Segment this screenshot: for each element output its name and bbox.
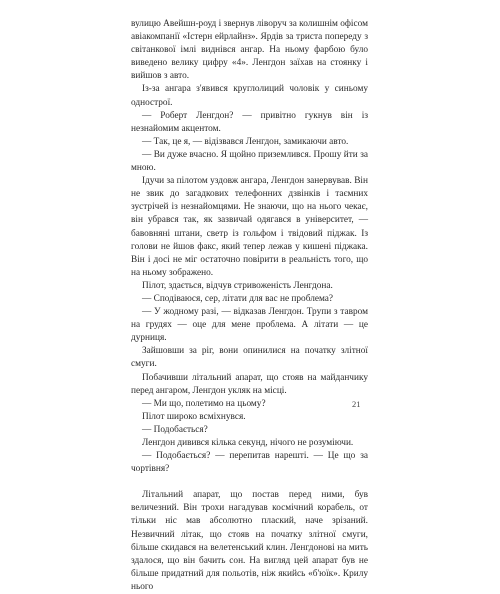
paragraph-11: Побачивши літальний апарат, що стояв на майданчику перед ангаром, Ленгдон укляк на місці. xyxy=(131,372,368,396)
paragraph-13: Пілот широко всміхнувся. xyxy=(142,411,246,422)
body-text xyxy=(131,18,368,594)
paragraph-6: Ідучи за пілотом уздовж ангара, Ленгдон занервував. Він не звик до загадкових телефонних дзвінків і таємних зустрічей із незнайомцями. Не знаючи, що на нього чекає, він убрався так, як зазвичай одягався в університет, — бавовняні штани, светр із гольфом і твідовий піджак. Із голови не йшов факс, який тепер лежав у кишені піджака. Він і досі не міг остаточно повірити в реальність того, що на ньому зображено. xyxy=(131,176,368,278)
paragraph-14: — Подобається? xyxy=(142,424,208,435)
paragraph-4: — Так, це я, — відізвався Ленгдон, замикаючи авто. xyxy=(142,136,349,147)
paragraph-5: — Ви дуже вчасно. Я щойно приземлився. Прошу йти за мною. xyxy=(131,149,368,174)
paragraph-9: — У жодному разі, — відказав Ленгдон. Трупи з тавром на грудях — оце для мене проблема. А літати — це дурниця. xyxy=(131,307,368,344)
section-gap xyxy=(131,476,368,489)
paragraph-12: — Ми що, полетимо на цьому? xyxy=(142,398,266,409)
paragraph-10: Зайшовши за ріг, вони опинилися на початку злітної смуги. xyxy=(131,346,368,370)
paragraph-2: Із-за ангара з'явився круглолиций чоловік у синьому однострої. xyxy=(131,84,368,108)
paragraph-1: вулицю Авейшн-роуд і звернув ліворуч за колишнім офісом авіакомпанії «Істерн ейрлайнз». Ярдів за триста попереду з світанкової імлі виднівся ангар. На ньому фарбою було виведено велику цифру «4». Ленгдон заїхав на стоянку і вийшов з авто. xyxy=(131,19,368,82)
paragraph-16: — Подобається? — перепитав нарешті. — Це що за чортівня? xyxy=(131,451,368,475)
paragraph-3: — Роберт Ленгдон? — привітно гукнув він із незнайомим акцентом. xyxy=(131,110,368,134)
paragraph-17: Літальний апарат, що постав перед ними, був величезний. Він трохи нагадував космічний корабель, от тільки ніс мав абсолютно плаский, наче зрізаний. Незвичний літак, що стояв на початку злітної смуги, більше скидався на велетенський клин. Ленгдонові на мить здалося, що він бачить сон. На вигляд цей апарат був не більше придатний для польотів, ніж якийсь «б'юїк». Крилу нього xyxy=(131,490,368,592)
page-number: 21 xyxy=(352,399,361,409)
paragraph-7: Пілот, здається, відчув стривоженість Ленгдона. xyxy=(142,280,333,291)
paragraph-15: Ленгдон дивився кілька секунд, нічого не розуміючи. xyxy=(142,438,354,448)
paragraph-8: — Сподіваюся, сер, літати для вас не проблема? xyxy=(142,293,334,304)
